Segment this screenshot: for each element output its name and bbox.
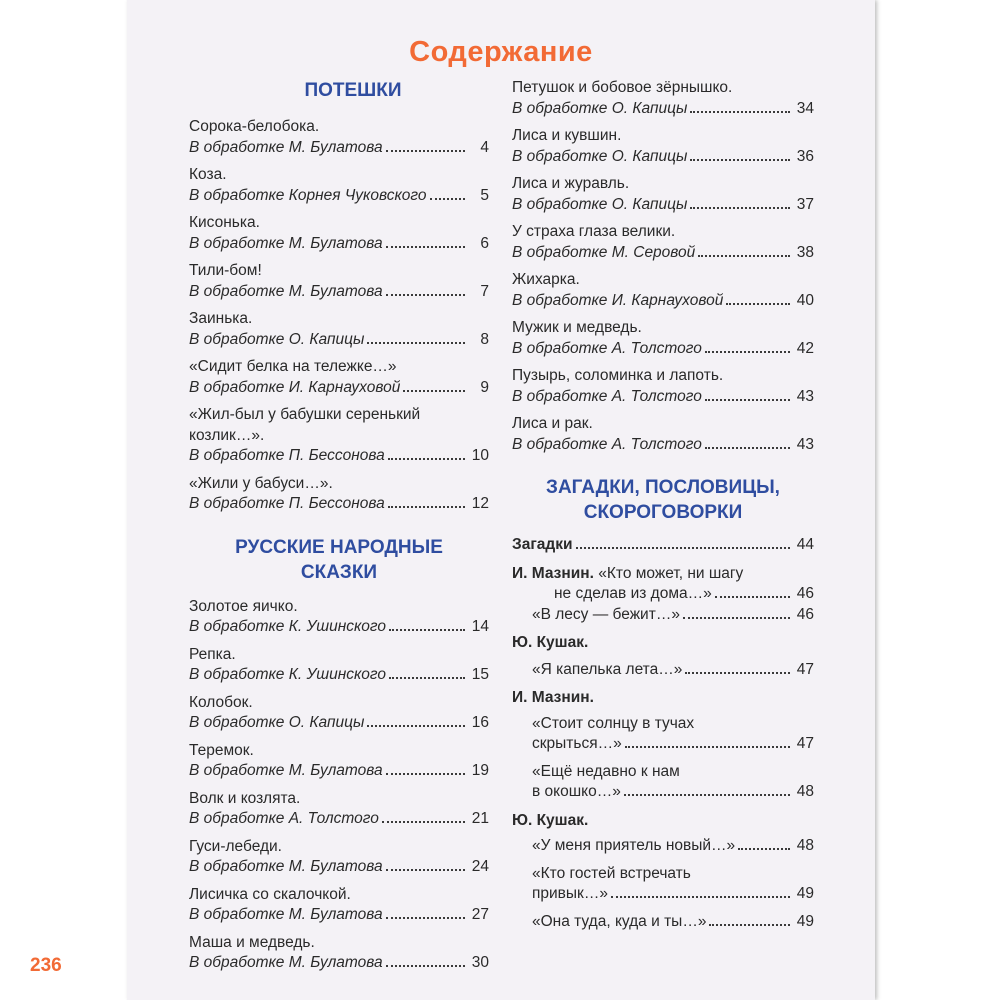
page-ref: 48 — [796, 837, 814, 854]
toc-list-skazki-continued — [512, 78, 814, 455]
dot-leader — [389, 677, 465, 679]
toc-entry[interactable] — [189, 405, 489, 467]
page-ref: 7 — [480, 282, 489, 300]
entry-title: Жихарка. — [512, 271, 580, 288]
page-ref: 21 — [471, 810, 489, 827]
dot-leader — [685, 672, 790, 674]
entry-title: Петушок и бобовое зёрнышко. — [512, 79, 733, 96]
dot-leader — [705, 447, 790, 449]
entry-title: не сделав из дома…» — [554, 585, 712, 602]
page-ref: 14 — [471, 618, 489, 635]
entry-title: в окошко…» — [532, 783, 621, 800]
section-heading-line: ЗАГАДКИ, ПОСЛОВИЦЫ, — [546, 477, 780, 498]
entry-title: Заинька. — [189, 310, 253, 327]
dot-leader — [386, 869, 465, 871]
toc-entry[interactable] — [512, 318, 814, 359]
entry-title: скрыться…» — [532, 735, 622, 752]
entry-adaptation: В обработке П. Бессонова — [189, 495, 385, 512]
dot-leader — [705, 351, 790, 353]
entry-title: Загадки — [512, 536, 573, 553]
dot-leader — [388, 458, 465, 460]
page-ref: 49 — [796, 912, 814, 930]
entry-title: «Кто гостей встречать — [532, 864, 691, 882]
dot-leader — [690, 111, 790, 113]
dot-leader — [386, 246, 465, 248]
dot-leader — [389, 629, 465, 631]
dot-leader — [625, 746, 790, 748]
page-ref: 15 — [471, 666, 489, 683]
dot-leader — [709, 924, 790, 926]
toc-entry-maznin[interactable] — [512, 564, 814, 626]
page-ref: 5 — [480, 186, 489, 204]
dot-leader — [624, 794, 790, 796]
entry-adaptation: В обработке К. Ушинского — [189, 618, 386, 635]
dot-leader — [576, 547, 790, 549]
entry-title: Теремок. — [189, 741, 254, 759]
entry-adaptation: В обработке О. Капицы — [189, 330, 365, 348]
entry-adaptation: В обработке О. Капицы — [512, 195, 688, 213]
section-heading-line: РУССКИЕ НАРОДНЫЕ — [235, 536, 443, 558]
author-name: Ю. Кушак. — [512, 634, 589, 651]
entry-title: «Ещё недавно к нам — [532, 762, 680, 780]
entry-adaptation: В обработке И. Карнауховой — [189, 378, 401, 396]
entry-title: Мужик и медведь. — [512, 319, 642, 336]
page-ref: 8 — [480, 330, 489, 348]
book-page — [127, 0, 875, 1000]
dot-leader — [430, 198, 466, 200]
entry-title: «Сидит белка на тележке…» — [189, 358, 397, 375]
entry-title: Лисичка со скалочкой. — [189, 885, 351, 903]
entry-title: Гуси-лебеди. — [189, 837, 282, 855]
toc-entry[interactable] — [189, 597, 489, 638]
section-heading-poteshki: ПОТЕШКИ — [304, 80, 402, 101]
entry-title: «В лесу — бежит…» — [532, 605, 680, 623]
entry-adaptation: В обработке О. Капицы — [512, 99, 688, 117]
right-column — [512, 78, 814, 940]
page-ref: 42 — [796, 339, 814, 357]
toc-entry[interactable] — [189, 213, 489, 254]
dot-leader — [386, 150, 465, 152]
entry-title: привык…» — [532, 885, 608, 902]
dot-leader — [382, 821, 465, 823]
page-ref: 6 — [480, 234, 489, 252]
dot-leader — [705, 399, 790, 401]
author-name: И. Мазнин. — [512, 564, 594, 582]
entry-title: У страха глаза велики. — [512, 223, 676, 240]
toc-list-skazki — [189, 597, 489, 974]
entry-adaptation: В обработке М. Серовой — [512, 243, 696, 261]
toc-list-poteshki — [189, 117, 489, 515]
dot-leader — [715, 596, 790, 598]
toc-entry[interactable] — [189, 357, 489, 398]
toc-entry[interactable] — [189, 117, 489, 158]
author-name: И. Мазнин. — [512, 689, 594, 706]
author-name: Ю. Кушак. — [512, 811, 589, 829]
entry-title: Колобок. — [189, 693, 253, 711]
entry-adaptation: В обработке М. Булатова — [189, 138, 383, 156]
entry-adaptation: В обработке И. Карнауховой — [512, 291, 724, 309]
entry-title: Лиса и журавль. — [512, 175, 630, 192]
entry-title: Сорока-белобока. — [189, 118, 320, 135]
entry-adaptation: В обработке О. Капицы — [512, 147, 688, 165]
dot-leader — [690, 159, 790, 161]
entry-title: «Стоит солнцу в тучах — [532, 714, 695, 732]
dot-leader — [386, 965, 465, 967]
page-ref: 47 — [796, 660, 814, 678]
page-ref: 16 — [471, 714, 489, 731]
page-ref: 49 — [796, 885, 814, 902]
toc-entry[interactable] — [189, 309, 489, 350]
page-ref: 4 — [480, 138, 489, 156]
entry-adaptation: В обработке М. Булатова — [189, 858, 383, 875]
page-ref: 43 — [796, 387, 814, 405]
dot-leader — [698, 255, 790, 257]
entry-title: «Кто может, ни шагу — [598, 564, 744, 582]
toc-entry[interactable] — [512, 366, 814, 407]
toc-entry[interactable] — [189, 741, 489, 782]
toc-entry[interactable] — [189, 261, 489, 302]
dot-leader — [403, 390, 465, 392]
entry-adaptation: В обработке О. Капицы — [189, 714, 365, 731]
toc-entry-riddles[interactable] — [512, 535, 814, 556]
entry-title: «У меня приятель новый…» — [532, 837, 736, 854]
dot-leader — [367, 725, 465, 727]
entry-title: Маша и медведь. — [189, 933, 315, 951]
page-number: 236 — [30, 955, 62, 976]
section-heading-line: СКОРОГОВОРКИ — [583, 502, 743, 523]
entry-title: «Она туда, куда и ты…» — [532, 912, 707, 930]
toc-entry[interactable] — [189, 474, 489, 515]
entry-title: Золотое яичко. — [189, 597, 298, 615]
entry-title: Лиса и кувшин. — [512, 127, 622, 144]
toc-entry[interactable] — [512, 414, 814, 455]
toc-entry[interactable] — [189, 693, 489, 734]
toc-entry[interactable] — [189, 789, 489, 830]
dot-leader — [388, 506, 465, 508]
toc-entry[interactable] — [189, 837, 489, 878]
left-column — [189, 78, 489, 981]
entry-title: Пузырь, соломинка и лапоть. — [512, 367, 724, 384]
dot-leader — [367, 342, 465, 344]
entry-title: Лиса и рак. — [512, 415, 593, 432]
toc-entry[interactable] — [189, 885, 489, 926]
page-ref: 40 — [796, 291, 814, 309]
page-ref: 46 — [796, 585, 814, 602]
dot-leader — [386, 773, 465, 775]
toc-entry[interactable] — [189, 933, 489, 974]
entry-adaptation: В обработке А. Толстого — [512, 435, 702, 453]
page-ref: 38 — [796, 243, 814, 261]
dot-leader — [690, 207, 790, 209]
page-ref: 30 — [471, 954, 489, 971]
toc-entry[interactable] — [512, 126, 814, 167]
toc-entry[interactable] — [512, 270, 814, 311]
entry-adaptation: В обработке Корнея Чуковского — [189, 186, 427, 204]
toc-entry[interactable] — [189, 645, 489, 686]
toc-entry[interactable] — [512, 222, 814, 263]
page-ref: 46 — [796, 605, 814, 623]
page-ref: 9 — [480, 378, 489, 396]
toc-entry[interactable] — [189, 165, 489, 206]
dot-leader — [683, 617, 790, 619]
dot-leader — [738, 848, 790, 850]
entry-adaptation: В обработке М. Булатова — [189, 234, 383, 252]
toc-entry-maznin-2[interactable] — [512, 688, 814, 803]
entry-adaptation: В обработке П. Бессонова — [189, 447, 385, 464]
entry-title: «Жил-был у бабушки серенький — [189, 406, 421, 423]
page-ref: 10 — [471, 447, 489, 464]
page-ref: 19 — [471, 762, 489, 779]
entry-adaptation: В обработке М. Булатова — [189, 762, 383, 779]
page-title: Содержание — [409, 36, 593, 68]
entry-adaptation: В обработке А. Толстого — [189, 810, 379, 827]
toc-entry[interactable] — [512, 78, 814, 119]
entry-adaptation: В обработке А. Толстого — [512, 387, 702, 405]
page-ref: 44 — [796, 536, 814, 553]
page-ref: 34 — [796, 99, 814, 117]
toc-entry-kushak-2[interactable] — [512, 811, 814, 933]
entry-title: Репка. — [189, 645, 236, 663]
entry-title: «Я капелька лета…» — [532, 660, 683, 678]
page-ref: 24 — [471, 858, 489, 875]
dot-leader — [386, 917, 465, 919]
entry-title: Коза. — [189, 166, 227, 183]
entry-title: Волк и козлята. — [189, 789, 301, 807]
section-heading-line: СКАЗКИ — [300, 561, 378, 583]
entry-adaptation: В обработке К. Ушинского — [189, 666, 386, 683]
dot-leader — [611, 896, 790, 898]
entry-title: Кисонька. — [189, 214, 260, 231]
section-heading-zagadki — [512, 475, 814, 525]
entry-adaptation: В обработке М. Булатова — [189, 906, 383, 923]
page-ref: 37 — [796, 195, 814, 213]
page-ref: 12 — [471, 495, 489, 512]
entry-title: Тили-бом! — [189, 262, 262, 279]
section-heading-skazki — [189, 535, 489, 585]
toc-entry-kushak[interactable] — [512, 633, 814, 680]
page-ref: 36 — [796, 147, 814, 165]
page-ref: 47 — [796, 735, 814, 752]
entry-adaptation: В обработке М. Булатова — [189, 282, 383, 300]
entry-title: «Жили у бабуси…». — [189, 474, 333, 492]
entry-adaptation: В обработке А. Толстого — [512, 339, 702, 357]
page-ref: 43 — [796, 435, 814, 453]
entry-title: козлик…». — [189, 426, 265, 444]
toc-entry[interactable] — [512, 174, 814, 215]
entry-adaptation: В обработке М. Булатова — [189, 954, 383, 971]
page-ref: 27 — [471, 906, 489, 923]
dot-leader — [386, 294, 465, 296]
page-ref: 48 — [796, 783, 814, 800]
dot-leader — [726, 303, 790, 305]
